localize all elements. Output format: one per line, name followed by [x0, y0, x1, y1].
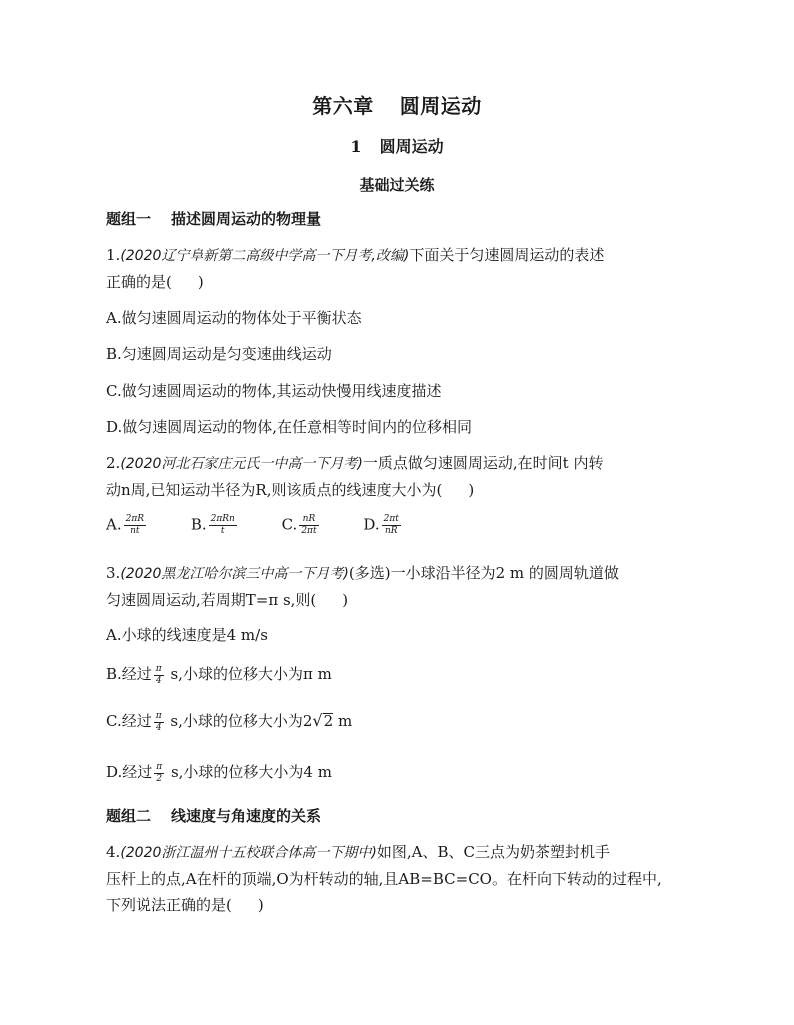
- answer-paren-close: ): [197, 273, 204, 291]
- question-source: (2020河北石家庄元氏一中高一下月考): [120, 456, 363, 472]
- q2-option-a: A. $\frac{2\pi R}{nt}$: [106, 514, 145, 536]
- question-number: 1.: [106, 246, 121, 264]
- question-number: 3.: [106, 564, 121, 582]
- answer-paren-close: ): [257, 896, 264, 914]
- q2-option-c: C. $\frac{nR}{2\pi t}$: [281, 514, 317, 536]
- q1-option-d: D.做匀速圆周运动的物体,在任意相等时间内的位移相同: [106, 418, 473, 436]
- fraction: $\frac{\pi}{2}$: [156, 761, 163, 784]
- section-heading: [0, 134, 794, 157]
- question-text: 下面关于匀速圆周运动的表述: [409, 246, 605, 264]
- question-3-line-2: [106, 589, 348, 610]
- q2-option-d: D. $\frac{2\pi t}{nR}$: [363, 514, 399, 536]
- section-number: 1: [350, 137, 362, 156]
- question-4-line-2: 压杆上的点,A在杆的顶端,O为杆转动的轴,且AB=BC=CO。在杆向下转动的过程中,: [106, 870, 662, 888]
- q2-option-b: B. $\frac{\text{2πRn}}{t}$: [190, 514, 235, 536]
- question-3-line-1: [106, 562, 619, 583]
- question-2-line-2: [106, 479, 474, 500]
- question-text: 如图,A、B、C三点为奶茶塑封机手: [376, 843, 610, 861]
- question-source: (2020辽宁阜新第二高级中学高一下月考,改编): [120, 248, 410, 264]
- answer-paren-close: ): [468, 481, 475, 499]
- question-text: 匀速圆周运动,若周期T=π s,则(: [106, 591, 317, 609]
- chapter-heading: [0, 90, 794, 119]
- q2-options-row: [106, 514, 441, 537]
- q3-option-a: A.小球的线速度是4 m/s: [106, 626, 268, 644]
- answer-paren-close: ): [342, 591, 349, 609]
- question-4-line-3: [106, 894, 264, 915]
- q1-option-b: B.匀速圆周运动是匀变速曲线运动: [106, 345, 332, 363]
- group-heading-1: [106, 208, 321, 229]
- question-1-line-2: [106, 271, 204, 292]
- q1-option-c: C.做匀速圆周运动的物体,其运动快慢用线速度描述: [106, 382, 442, 400]
- chapter-number: 第六章: [312, 94, 374, 118]
- q1-option-a: A.做匀速圆周运动的物体处于平衡状态: [106, 309, 362, 327]
- fraction: $\frac{nR}{2\pi t}$: [301, 514, 317, 536]
- fraction: $\frac{2\pi t}{nR}$: [383, 514, 399, 536]
- chapter-name: 圆周运动: [399, 94, 482, 118]
- radicand: 2: [323, 712, 334, 730]
- fraction: $\frac{\pi}{4}$: [155, 663, 162, 686]
- question-text: 动n周,已知运动半径为R,则该质点的线速度大小为(: [106, 481, 443, 499]
- fraction: $\frac{\pi}{4}$: [155, 710, 162, 733]
- question-text: (多选)一小球沿半径为2 m 的圆周轨道做: [348, 564, 619, 582]
- fraction: $\frac{2\pi R}{nt}$: [125, 514, 145, 536]
- question-source: (2020浙江温州十五校联合体高一下期中): [120, 845, 377, 861]
- group-label: 题组一: [106, 210, 152, 228]
- q3-option-c: C.经过 $\frac{\pi}{4}$ s,小球的位移大小为2√2 m: [106, 710, 353, 733]
- question-text: 正确的是(: [106, 273, 172, 291]
- practice-subtitle: 基础过关练: [359, 176, 435, 194]
- question-text: 下列说法正确的是(: [106, 896, 232, 914]
- question-number: 2.: [106, 454, 121, 472]
- section-name: 圆周运动: [379, 137, 444, 156]
- group-title: 描述圆周运动的物理量: [171, 210, 322, 228]
- q3-option-d: D.经过 $\frac{\pi}{2}$ s,小球的位移大小为4 m: [106, 761, 332, 784]
- fraction: $\frac{\text{2πRn}}{t}$: [210, 514, 235, 536]
- q3-option-b: B.经过 $\frac{\pi}{4}$ s,小球的位移大小为π m: [106, 663, 332, 686]
- question-number: 4.: [106, 843, 121, 861]
- question-4-line-1: [106, 841, 610, 862]
- question-2-line-1: [106, 452, 603, 473]
- question-text: 一质点做匀速圆周运动,在时间t 内转: [362, 454, 604, 472]
- group-title: 线速度与角速度的关系: [171, 807, 322, 825]
- question-1-line-1: [106, 244, 604, 265]
- question-source: (2020黑龙江哈尔滨三中高一下月考): [120, 566, 349, 582]
- group-label: 题组二: [106, 807, 152, 825]
- group-heading-2: [106, 805, 321, 826]
- square-root-sign: √: [312, 711, 323, 730]
